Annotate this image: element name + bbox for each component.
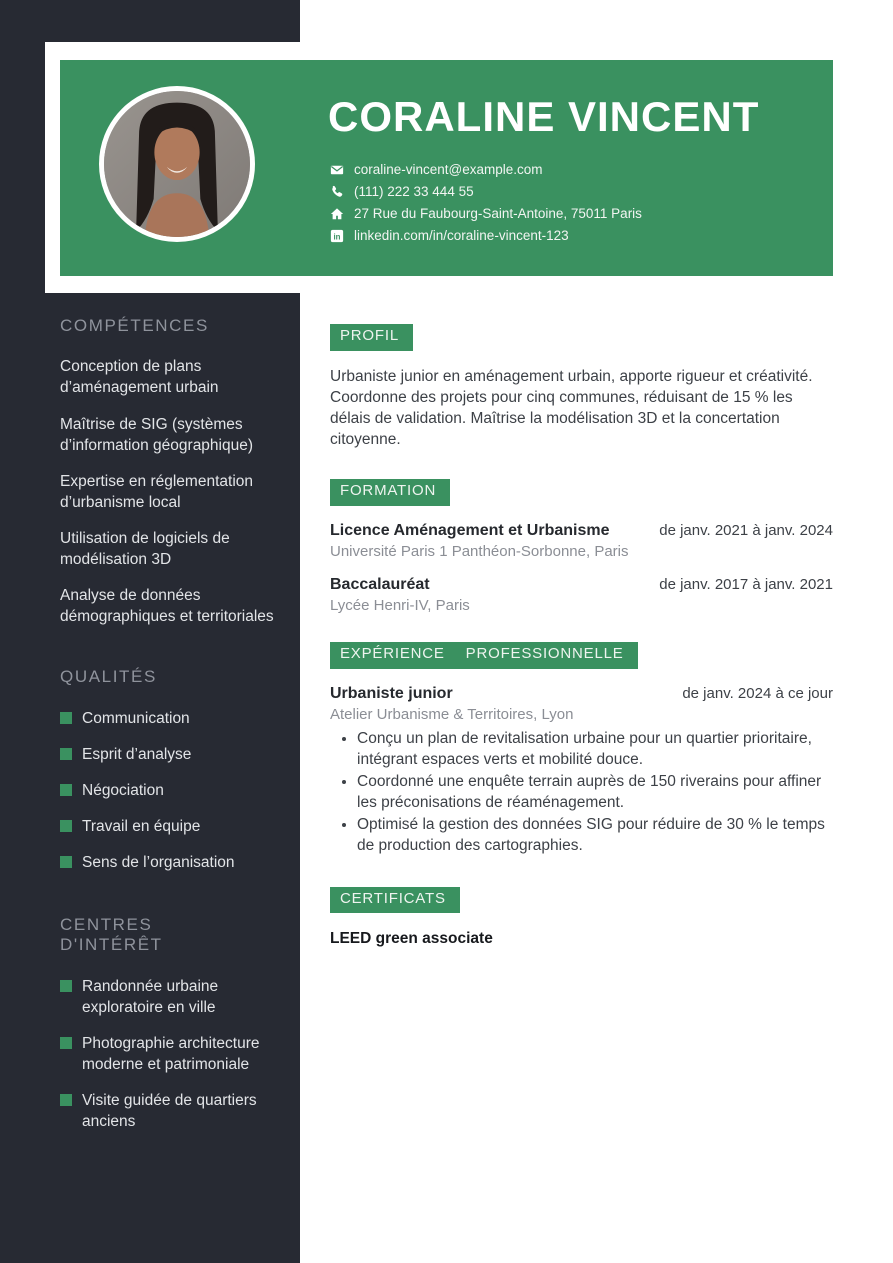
section-experience [330, 642, 833, 856]
interest-item [60, 976, 274, 1018]
formation-entry-head [330, 576, 833, 594]
job-bullet: • Optimisé la gestion des données SIG pour réduire de 30 % le temps de production des cartographies. [357, 815, 833, 856]
interest-label: Photographie architecture moderne et patrimoniale [82, 1034, 260, 1073]
qualites-title: QUALITÉS [60, 667, 157, 687]
contact-address-text: 27 Rue du Faubourg-Saint-Antoine, 75011 Paris [354, 205, 642, 221]
section-certificats [330, 887, 833, 949]
formation-entry [330, 576, 833, 614]
degree-school: Université Paris 1 Panthéon-Sorbonne, Paris [330, 543, 629, 561]
experience-section-badge: EXPÉRIENCE PROFESSIONNELLE [330, 642, 638, 669]
contact-phone [330, 185, 642, 200]
job-bullet: • Coordonné une enquête terrain auprès de 150 riverains pour affiner les préconisations de réaménagement. [357, 772, 833, 813]
quality-item [60, 780, 274, 801]
linkedin-icon [330, 229, 344, 243]
header-card [45, 42, 848, 293]
profile-photo-illustration [104, 91, 250, 237]
interets-title: CENTRES D'INTÉRÊT [60, 914, 163, 955]
square-bullet-icon [60, 712, 72, 724]
contact-email [330, 163, 642, 178]
square-bullet-icon [60, 1094, 72, 1106]
skill-item: Analyse de données démographiques et territoriales [60, 587, 274, 626]
certificats-section-badge: CERTIFICATS [330, 887, 460, 914]
contact-linkedin-text: linkedin.com/in/coraline-vincent-123 [354, 227, 569, 243]
certificate-item: LEED green associate [330, 930, 493, 948]
square-bullet-icon [60, 980, 72, 992]
skill-item: Conception de plans d’aménagement urbain [60, 358, 219, 397]
square-bullet-icon [60, 748, 72, 760]
contact-address [330, 207, 642, 222]
phone-icon [330, 185, 344, 199]
profil-text: Urbaniste junior en aménagement urbain, apporte rigueur et créativité. Coordonne des projets pour cinq communes, réduisant de 15 % les délais de validation. Maîtrise la modélisation 3D et la concertation citoyenne. [330, 367, 813, 448]
profile-photo [99, 86, 255, 242]
formation-section-badge: FORMATION [330, 479, 450, 506]
interest-label: Randonnée urbaine exploratoire en ville [82, 977, 219, 1016]
main-content [330, 324, 833, 948]
job-company: Atelier Urbanisme & Territoires, Lyon [330, 705, 574, 723]
skill-item: Utilisation de logiciels de modélisation 3D [60, 529, 230, 568]
quality-item [60, 708, 274, 729]
contact-list [330, 163, 642, 243]
quality-item [60, 852, 274, 873]
contact-linkedin [330, 229, 642, 244]
degree-title: Baccalauréat [330, 576, 430, 594]
degree-dates: de janv. 2017 à janv. 2021 [659, 576, 833, 594]
quality-label: Esprit d’analyse [82, 745, 192, 763]
section-profil [330, 324, 833, 450]
quality-label: Négociation [82, 781, 164, 799]
formation-entry [330, 522, 833, 560]
sidebar [60, 316, 274, 1147]
header-banner [60, 60, 833, 276]
home-icon [330, 207, 344, 221]
square-bullet-icon [60, 856, 72, 868]
job-title: Urbaniste junior [330, 684, 453, 702]
contact-email-text: coraline-vincent@example.com [354, 162, 543, 177]
envelope-icon [330, 163, 344, 177]
section-formation [330, 479, 833, 614]
quality-item [60, 816, 274, 837]
competences-title: COMPÉTENCES [60, 316, 209, 335]
degree-dates: de janv. 2021 à janv. 2024 [659, 522, 833, 540]
job-dates: de janv. 2024 à ce jour [682, 684, 833, 702]
skill-item: Expertise en réglementation d’urbanisme local [60, 472, 254, 511]
interest-label: Visite guidée de quartiers anciens [82, 1092, 257, 1131]
profil-section-badge: PROFIL [330, 324, 413, 351]
svg-text:in: in [333, 232, 341, 242]
quality-item [60, 744, 274, 765]
quality-label: Sens de l’organisation [82, 853, 235, 871]
formation-entry-head [330, 522, 833, 540]
degree-school: Lycée Henri-IV, Paris [330, 597, 470, 615]
job-bullet-list [330, 729, 833, 857]
person-name: CORALINE VINCENT [328, 93, 760, 140]
experience-entry-head [330, 685, 833, 703]
contact-phone-text: (111) 222 33 444 55 [354, 183, 474, 199]
quality-label: Travail en équipe [82, 817, 201, 835]
experience-entry [330, 685, 833, 857]
square-bullet-icon [60, 1037, 72, 1049]
interest-item [60, 1033, 274, 1075]
skill-item: Maîtrise de SIG (systèmes d’information géographique) [60, 415, 254, 454]
interest-item [60, 1090, 274, 1132]
quality-label: Communication [82, 709, 190, 727]
square-bullet-icon [60, 784, 72, 796]
job-bullet: • Conçu un plan de revitalisation urbaine pour un quartier prioritaire, intégrant espaces verts et mobilité douce. [357, 729, 833, 770]
square-bullet-icon [60, 820, 72, 832]
degree-title: Licence Aménagement et Urbanisme [330, 522, 610, 540]
